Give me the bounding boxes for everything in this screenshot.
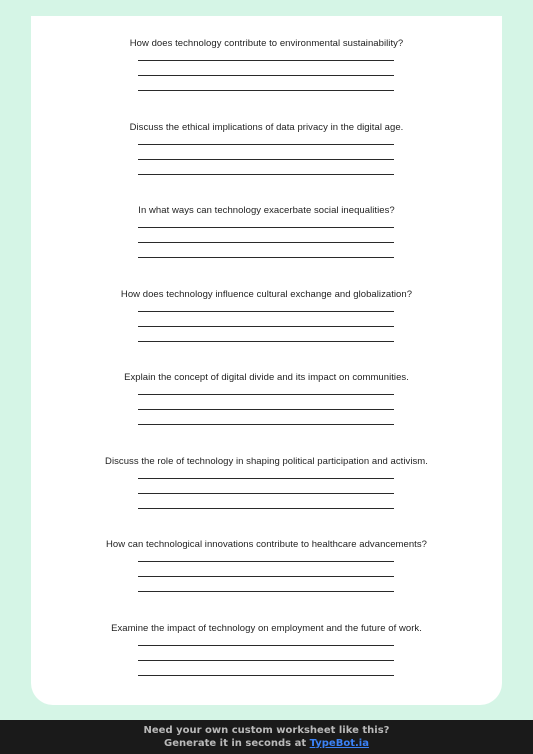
- answer-line: [138, 174, 394, 175]
- question-block: [31, 456, 502, 468]
- answer-line: [138, 508, 394, 509]
- answer-line: [138, 424, 394, 425]
- question-block: [31, 205, 502, 217]
- question-block: [31, 38, 502, 50]
- answer-line: [138, 493, 394, 494]
- question-block: [31, 372, 502, 384]
- answer-line: [138, 561, 394, 562]
- answer-line: [138, 645, 394, 646]
- question-text: How does technology contribute to environmental sustainability?: [129, 38, 404, 49]
- question-block: [31, 623, 502, 635]
- answer-line: [138, 75, 394, 76]
- answer-line: [138, 60, 394, 61]
- promo-footer: [0, 720, 533, 754]
- answer-line: [138, 591, 394, 592]
- worksheet-page: [31, 16, 502, 705]
- promo-headline: Need your own custom worksheet like this?: [143, 725, 390, 736]
- question-text: How can technological innovations contribute to healthcare advancements?: [106, 539, 427, 550]
- answer-line: [138, 478, 394, 479]
- answer-line: [138, 257, 394, 258]
- promo-link[interactable]: TypeBot.ia: [309, 738, 369, 749]
- answer-line: [138, 227, 394, 228]
- question-text: In what ways can technology exacerbate social inequalities?: [138, 205, 395, 216]
- answer-line: [138, 409, 394, 410]
- answer-line: [138, 326, 394, 327]
- answer-line: [138, 311, 394, 312]
- question-text: Examine the impact of technology on employment and the future of work.: [111, 623, 422, 634]
- question-block: [31, 289, 502, 301]
- promo-subline: [0, 737, 533, 750]
- answer-line: [138, 90, 394, 91]
- answer-line: [138, 660, 394, 661]
- answer-line: [138, 576, 394, 577]
- answer-line: [138, 242, 394, 243]
- question-text: How does technology influence cultural exchange and globalization?: [120, 289, 413, 300]
- answer-line: [138, 159, 394, 160]
- question-text: Explain the concept of digital divide and its impact on communities.: [124, 372, 409, 383]
- answer-line: [138, 675, 394, 676]
- question-text: Discuss the role of technology in shaping political participation and activism.: [105, 456, 428, 467]
- question-block: [31, 122, 502, 134]
- question-block: [31, 539, 502, 551]
- answer-line: [138, 144, 394, 145]
- promo-subline-text: Generate it in seconds at: [164, 738, 310, 749]
- question-text: Discuss the ethical implications of data privacy in the digital age.: [129, 122, 404, 133]
- answer-line: [138, 341, 394, 342]
- answer-line: [138, 394, 394, 395]
